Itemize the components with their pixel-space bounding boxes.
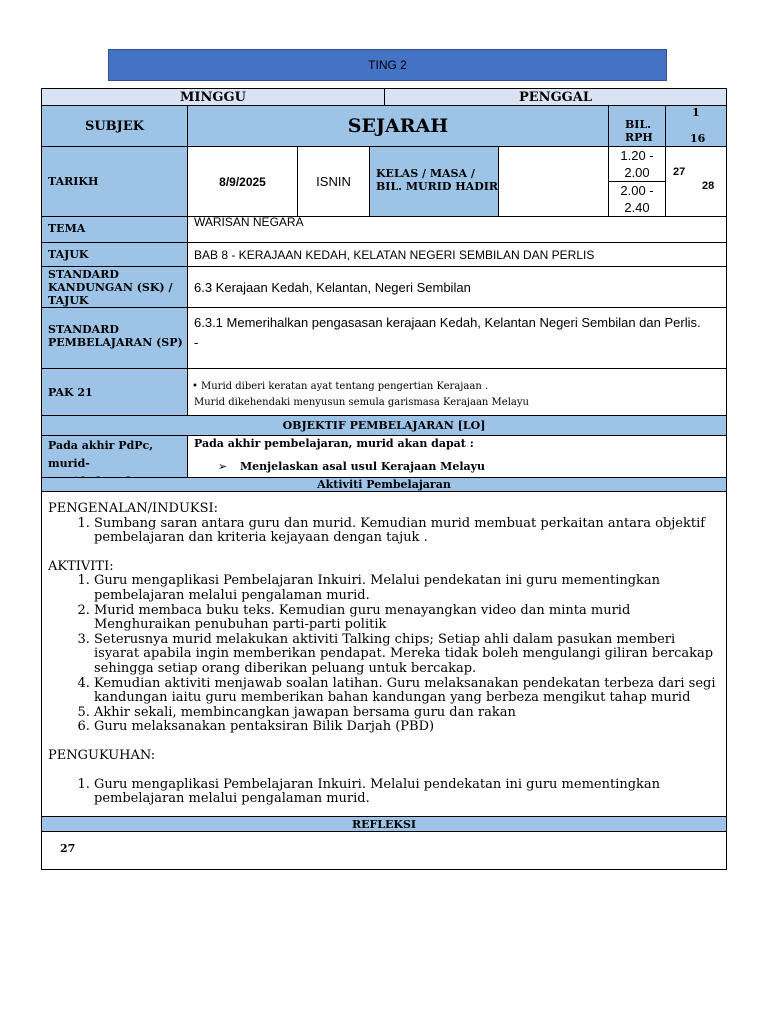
- tajuk-label: TAJUK: [41, 242, 188, 267]
- aktiviti-body: [41, 491, 727, 817]
- objektif-heading: OBJEKTIF PEMBELAJARAN [LO]: [41, 415, 727, 436]
- time-slot-2-end: 2.40: [624, 200, 650, 215]
- sk-label: [41, 266, 188, 308]
- aktiviti-heading: Aktiviti Pembelajaran: [41, 477, 727, 492]
- tajuk-value: BAB 8 - KERAJAAN KEDAH, KELATAN NEGERI SEMBILAN DAN PERLIS: [187, 242, 727, 267]
- tema-label: TEMA: [41, 216, 188, 243]
- sk-label-line-3: TAJUK: [48, 294, 89, 307]
- sp-dash: -: [194, 335, 199, 350]
- pengukuhan-heading: PENGUKUHAN:: [48, 747, 156, 763]
- bil-rph-line-1: BIL.: [625, 118, 652, 131]
- objektif-left: [41, 435, 188, 478]
- aktiviti-item: 3. Seterusnya murid melakukan aktiviti Talking chips; Setiap ahli dalam pasukan memberi isyarat apabila ingin memberikan pendapat. Mereka tidak boleh mengulangi giliran bercakap sehingga setiap orang diberikan peluang untuk bercakap.: [94, 633, 716, 677]
- objektif-intro: Pada akhir pembelajaran, murid akan dapat :: [194, 437, 474, 450]
- pak21-value: [187, 368, 727, 416]
- time-slot-2: [608, 181, 666, 217]
- pak21-bullet-item: [192, 381, 488, 392]
- aktiviti-item: 5. Akhir sekali, membincangkan jawapan bersama guru dan rakan: [94, 706, 716, 721]
- murid-count-2: 28: [702, 180, 715, 192]
- time-slot-1: [608, 146, 666, 182]
- murid-count-1: 27: [673, 166, 686, 178]
- time-slot-2-start: 2.00 -: [620, 183, 654, 198]
- pak21-bullet-text: Murid diberi keratan ayat tentang pengertian Kerajaan .: [201, 381, 489, 392]
- objektif-right: [187, 435, 727, 478]
- pengenalan-heading: PENGENALAN/INDUKSI:: [48, 501, 219, 516]
- objektif-left-line-1: Pada akhir PdPc, murid-: [48, 439, 154, 470]
- pengenalan-item: 1. Sumbang saran antara guru dan murid. Kemudian murid membuat perkaitan antara objektif pembelajaran dan kriteria kejayaan dengan tajuk .: [94, 517, 716, 546]
- pak21-label: PAK 21: [41, 368, 188, 416]
- aktiviti-item: 4. Kemudian aktiviti menjawab soalan latihan. Guru melaksanakan pendekatan terbeza dari segi kandungan iaitu guru memberikan bahan kandungan yang berbeza mengikut tahap murid: [94, 677, 716, 706]
- murid-count: [665, 146, 727, 217]
- bil-rph-value: [665, 105, 727, 147]
- sk-label-line-1: STANDARD: [48, 268, 119, 281]
- bil-value-1: 1: [692, 106, 700, 119]
- aktiviti-list: [48, 574, 716, 735]
- time-slot-1-start: 1.20 -: [620, 148, 654, 163]
- aktiviti-item: 2. Murid membaca buku teks. Kemudian guru menayangkan video dan minta murid Menghuraikan penubuhan parti-parti politik: [94, 604, 716, 633]
- sp-label-line-1: STANDARD: [48, 323, 119, 336]
- sp-value: [187, 307, 727, 369]
- objektif-point-text: Menjelaskan asal usul Kerajaan Melayu: [240, 460, 486, 473]
- time-slot-1-end: 2.00: [624, 165, 650, 180]
- objektif-point: [218, 460, 485, 473]
- sp-statement: 6.3.1 Memerihalkan pengasasan kerajaan Kedah, Kelantan Negeri Sembilan dan Perlis.: [194, 315, 701, 330]
- aktiviti-item: 1. Guru mengaplikasi Pembelajaran Inkuiri. Melalui pendekatan ini guru mementingkan pembelajaran melalui pengalaman murid.: [94, 574, 716, 603]
- sp-label-line-2: PEMBELAJARAN (SP): [48, 336, 183, 349]
- bil-rph-label: [608, 105, 666, 147]
- pak21-line-2: Murid dikehendaki menyusun semula garismasa Kerajaan Melayu: [194, 397, 529, 408]
- bullet-icon: •: [192, 381, 198, 392]
- class-banner: TING 2: [108, 49, 667, 81]
- sk-label-line-2: KANDUNGAN (SK) /: [48, 281, 173, 294]
- tarikh-day: ISNIN: [297, 146, 370, 217]
- subject-title: SEJARAH: [187, 105, 609, 147]
- minggu-header: MINGGU: [41, 88, 385, 106]
- kelas-value: [498, 146, 609, 217]
- bil-value-2: 16: [690, 132, 706, 145]
- refleksi-heading: REFLEKSI: [41, 816, 727, 832]
- sp-label: [41, 307, 188, 369]
- kelas-label: [369, 146, 499, 217]
- arrow-bullet-icon: ➢: [218, 460, 228, 473]
- subjek-label: SUBJEK: [41, 105, 188, 147]
- tarikh-label: TARIKH: [41, 146, 188, 217]
- sk-value: 6.3 Kerajaan Kedah, Kelantan, Negeri Sembilan: [187, 266, 727, 308]
- pengukuhan-list: [48, 778, 716, 807]
- kelas-label-line-1: KELAS / MASA /: [376, 167, 475, 180]
- pengenalan-list: [48, 517, 716, 546]
- tema-value: WARISAN NEGARA: [187, 216, 727, 243]
- bil-rph-line-2: RPH: [625, 131, 653, 144]
- tarikh-date: 8/9/2025: [187, 146, 298, 217]
- aktiviti-subheading: AKTIVITI:: [48, 558, 114, 574]
- penggal-header: PENGGAL: [384, 88, 727, 106]
- refleksi-value: 27: [41, 831, 727, 870]
- aktiviti-item: 6. Guru melaksanakan pentaksiran Bilik Darjah (PBD): [94, 720, 716, 735]
- kelas-label-line-2: BIL. MURID HADIR: [376, 180, 499, 193]
- pengukuhan-item: 1. Guru mengaplikasi Pembelajaran Inkuiri. Melalui pendekatan ini guru mementingkan pembelajaran melalui pengalaman murid.: [94, 778, 716, 807]
